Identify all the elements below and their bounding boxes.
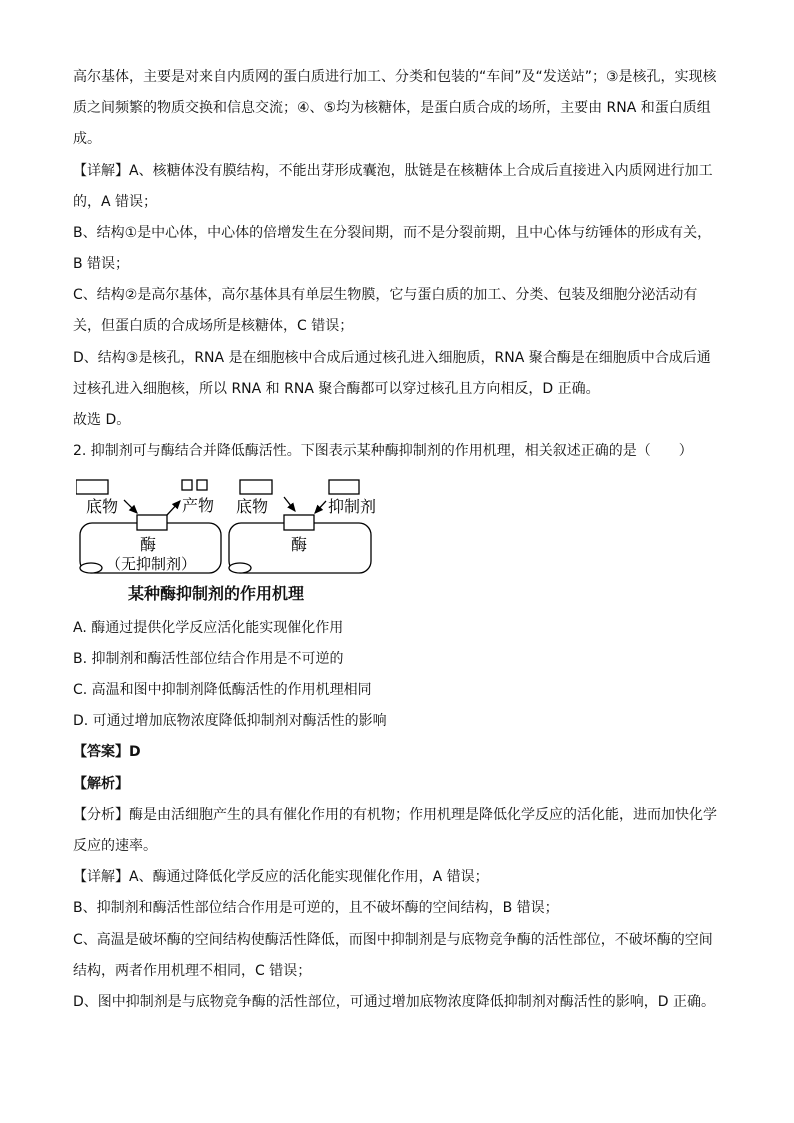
option-a: A. 酶通过提供化学反应活化能实现催化作用 — [73, 620, 344, 636]
text-line: D、图中抑制剂是与底物竞争酶的活性部位，可通过增加底物浓度降低抑制剂对酶活性的影响，D 正确。 — [73, 994, 716, 1010]
text-line: 成。 — [73, 131, 101, 147]
label-enzyme-left: 酶 — [140, 535, 157, 554]
label-inhibitor: 抑制剂 — [328, 497, 377, 516]
scroll-curl-right — [229, 563, 251, 573]
substrate-box-left — [76, 480, 108, 494]
question-stem: 2. 抑制剂可与酶结合并降低酶活性。下图表示某种酶抑制剂的作用机理，相关叙述正确的是（ ） — [73, 443, 693, 459]
text-line: C、高温是破坏酶的空间结构使酶活性降低，而图中抑制剂是与底物竞争酶的活性部位，不破坏酶的空间 — [73, 932, 713, 948]
inhibitor-box — [329, 480, 359, 494]
text-line: 反应的速率。 — [73, 838, 157, 854]
text-line: B 错误； — [73, 256, 130, 272]
arrow-substrate-to-enzyme — [124, 500, 137, 513]
label-enzyme-right: 酶 — [291, 535, 308, 554]
product-box-2 — [197, 480, 207, 490]
substrate-box-right — [240, 480, 272, 494]
text-line: 过核孔进入细胞核，所以 RNA 和 RNA 聚合酶都可以穿过核孔且方向相反，D 正确。 — [73, 381, 600, 397]
option-c: C. 高温和图中抑制剂降低酶活性的作用机理相同 — [73, 682, 372, 698]
analysis-label: 【解析】 — [73, 776, 129, 792]
answer-label: 【答案】D — [73, 744, 141, 760]
text-line: 质之间频繁的物质交换和信息交流；④、⑤均为核糖体，是蛋白质合成的场所，主要由 RNA 和蛋白质组 — [73, 100, 711, 116]
text-line: 故选 D。 — [73, 412, 131, 428]
arrow-inhibitor-to-enzyme — [315, 501, 326, 513]
text-line: B、结构①是中心体，中心体的倍增发生在分裂间期，而不是分裂前期，且中心体与纺锤体的形成有关， — [73, 225, 712, 241]
option-b: B. 抑制剂和酶活性部位结合作用是不可逆的 — [73, 651, 344, 667]
scroll-curl-left — [80, 563, 102, 573]
text-line: 关，但蛋白质的合成场所是核糖体，C 错误； — [73, 318, 354, 334]
label-substrate-right: 底物 — [236, 497, 269, 516]
enzyme-site-right — [284, 515, 314, 530]
label-no-inhibitor: （无抑制剂） — [106, 555, 197, 573]
text-line: 高尔基体，主要是对来自内质网的蛋白质进行加工、分类和包装的“车间”及“发送站”；③是核孔，实现核 — [73, 69, 717, 85]
product-box-1 — [182, 480, 192, 490]
text-line: 的，A 错误； — [73, 194, 158, 210]
label-substrate-left: 底物 — [86, 497, 119, 516]
option-d: D. 可通过增加底物浓度降低抑制剂对酶活性的影响 — [73, 713, 387, 729]
text-line: D、结构③是核孔，RNA 是在细胞核中合成后通过核孔进入细胞质，RNA 聚合酶是在细胞质中合成后通 — [73, 350, 711, 366]
enzyme-site-left — [137, 515, 167, 530]
label-product: 产物 — [182, 496, 215, 515]
arrow-substrate-blocked — [284, 497, 295, 511]
text-line: B、抑制剂和酶活性部位结合作用是可逆的，且不破坏酶的空间结构，B 错误； — [73, 900, 559, 916]
text-line: C、结构②是高尔基体，高尔基体具有单层生物膜，它与蛋白质的加工、分类、包装及细胞分泌活动有 — [73, 287, 698, 303]
text-line: 【详解】A、酶通过降低化学反应的活化能实现催化作用，A 错误； — [73, 869, 489, 885]
text-line: 【详解】A、核糖体没有膜结构，不能出芽形成囊泡，肽链是在核糖体上合成后直接进入内质网进行加工 — [73, 163, 713, 179]
text-line: 结构，两者作用机理不相同，C 错误； — [73, 963, 312, 979]
arrow-enzyme-to-product — [167, 501, 180, 515]
text-line: 【分析】酶是由活细胞产生的具有催化作用的有机物；作用机理是降低化学反应的活化能，进而加快化学 — [73, 807, 717, 823]
diagram-caption: 某种酶抑制剂的作用机理 — [128, 584, 305, 603]
